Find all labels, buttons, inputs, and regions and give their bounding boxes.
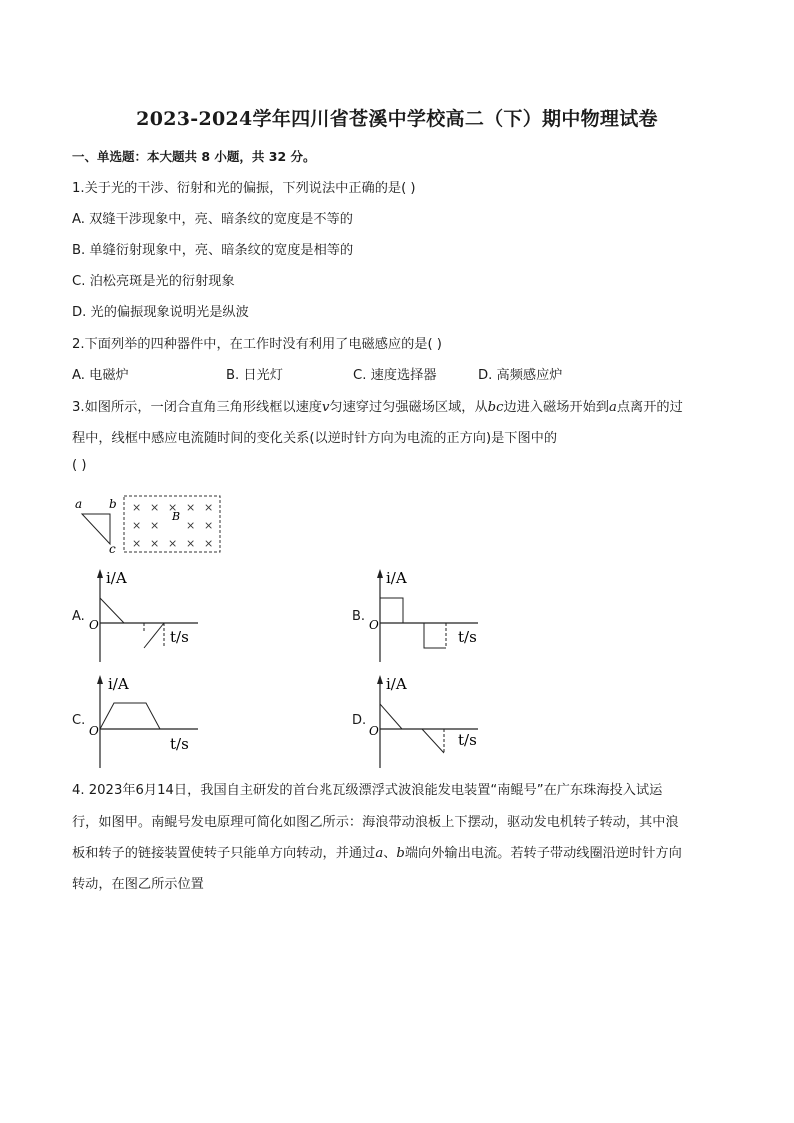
field-crosses: [132, 501, 213, 550]
q2-option-c: C. 速度选择器: [353, 368, 437, 383]
q4-line-2: 行，如图甲。南鲲号发电原理可简化如图乙所示：海浪带动浪板上下摆动，驱动发电机转子转动，其中浪: [72, 815, 679, 830]
cross-mark: ×: [168, 537, 178, 550]
q4-text: 端向外输出电流。若转子带动线圈沿逆时针方向: [404, 846, 682, 861]
q2-stem: 2.下面列举的四种器件中，在工作时没有利用了电磁感应的是( ): [72, 337, 442, 352]
cross-mark: ×: [204, 519, 214, 532]
origin-label: O: [369, 724, 379, 738]
cross-mark: ×: [150, 519, 160, 532]
q4-line-1: 4. 2023年6月14日，我国自主研发的首台兆瓦级漂浮式波浪能发电装置“南鲲号”在广东珠海投入试运: [72, 783, 663, 798]
q4-text: 、: [383, 846, 397, 861]
graph-b: [366, 566, 486, 668]
y-axis-arrow: [377, 675, 383, 684]
y-axis-label: i/A: [106, 569, 127, 587]
y-axis-arrow: [377, 569, 383, 578]
y-axis-label: i/A: [386, 569, 407, 587]
q3-text: 3.如图所示，一闭合直角三角形线框以速度: [72, 400, 322, 415]
page-title: 2023-2024学年四川省苍溪中学校高二（下）期中物理试卷: [136, 108, 658, 130]
cross-mark: ×: [204, 537, 214, 550]
y-axis-arrow: [97, 675, 103, 684]
graph-c-option-label: C.: [72, 713, 86, 728]
q3-line-1: [72, 396, 683, 415]
label-a: a: [75, 497, 83, 511]
q4-text: 板和转子的链接装置使转子只能单方向转动，并通过: [72, 846, 376, 861]
x-axis-label: t/s: [170, 628, 189, 646]
cross-mark: ×: [132, 519, 142, 532]
q2-option-b: B. 日光灯: [226, 368, 283, 383]
section-heading: 一、单选题：本大题共 8 小题，共 32 分。: [72, 149, 316, 164]
cross-mark: ×: [186, 519, 196, 532]
q2-option-d: D. 高频感应炉: [478, 368, 563, 383]
q3-line-3: ( ): [72, 458, 87, 473]
q3-text: 匀速穿过匀强磁场区域，从: [329, 400, 488, 415]
cross-mark: ×: [132, 537, 142, 550]
q2-option-a: A. 电磁炉: [72, 368, 129, 383]
q1-option-c: C. 泊松亮斑是光的衍射现象: [72, 274, 235, 289]
q3-text: 边进入磁场开始到: [503, 400, 609, 415]
origin-label: O: [369, 618, 379, 632]
cross-mark: ×: [186, 501, 196, 514]
cross-mark: ×: [150, 537, 160, 550]
q4-line-4: 转动，在图乙所示位置: [72, 877, 204, 892]
graph-a: [86, 566, 206, 668]
triangle-frame: [82, 514, 110, 544]
q4-var-a: a: [375, 846, 384, 861]
q3-field-figure: [72, 492, 224, 554]
q1-option-b: B. 单缝衍射现象中，亮、暗条纹的宽度是相等的: [72, 243, 354, 258]
q3-var-bc: bc: [487, 400, 504, 415]
current-curve-negative: [424, 623, 446, 648]
origin-label: O: [89, 618, 99, 632]
current-curve-negative: [144, 623, 164, 648]
label-b: b: [109, 497, 117, 511]
q4-line-3: [72, 842, 682, 861]
label-c: c: [109, 542, 116, 554]
y-axis-label: i/A: [108, 675, 129, 693]
graph-b-option-label: B.: [352, 609, 366, 624]
q1-option-d: D. 光的偏振现象说明光是纵波: [72, 305, 249, 320]
cross-mark: ×: [150, 501, 160, 514]
cross-mark: ×: [132, 501, 142, 514]
y-axis-arrow: [97, 569, 103, 578]
q3-var-a: a: [609, 400, 617, 415]
q3-line-2: 程中，线框中感应电流随时间的变化关系(以逆时针方向为电流的正方向)是下图中的: [72, 431, 558, 446]
cross-mark: ×: [204, 501, 214, 514]
q4-var-b: b: [396, 846, 405, 861]
q3-text: 点离开的过: [616, 400, 683, 415]
current-curve-positive: [380, 704, 402, 729]
graph-c: [86, 672, 206, 774]
x-axis-label: t/s: [170, 735, 189, 753]
cross-mark: ×: [168, 501, 178, 514]
q1-option-a: A. 双缝干涉现象中，亮、暗条纹的宽度是不等的: [72, 212, 353, 227]
y-axis-label: i/A: [386, 675, 407, 693]
current-curve-positive: [100, 598, 124, 623]
x-axis-label: t/s: [458, 628, 477, 646]
current-curve-trapezoid: [100, 703, 160, 729]
graph-a-option-label: A.: [72, 609, 85, 624]
graph-d: [366, 672, 486, 774]
cross-mark: ×: [186, 537, 196, 550]
q3-var-v: v: [321, 400, 330, 415]
origin-label: O: [89, 724, 99, 738]
graph-d-option-label: D.: [352, 713, 367, 728]
q1-stem: 1.关于光的干涉、衍射和光的偏振，下列说法中正确的是( ): [72, 181, 416, 196]
current-curve-positive: [380, 598, 403, 623]
label-B: B: [172, 510, 181, 523]
current-curve-negative: [422, 729, 444, 753]
x-axis-label: t/s: [458, 731, 477, 749]
